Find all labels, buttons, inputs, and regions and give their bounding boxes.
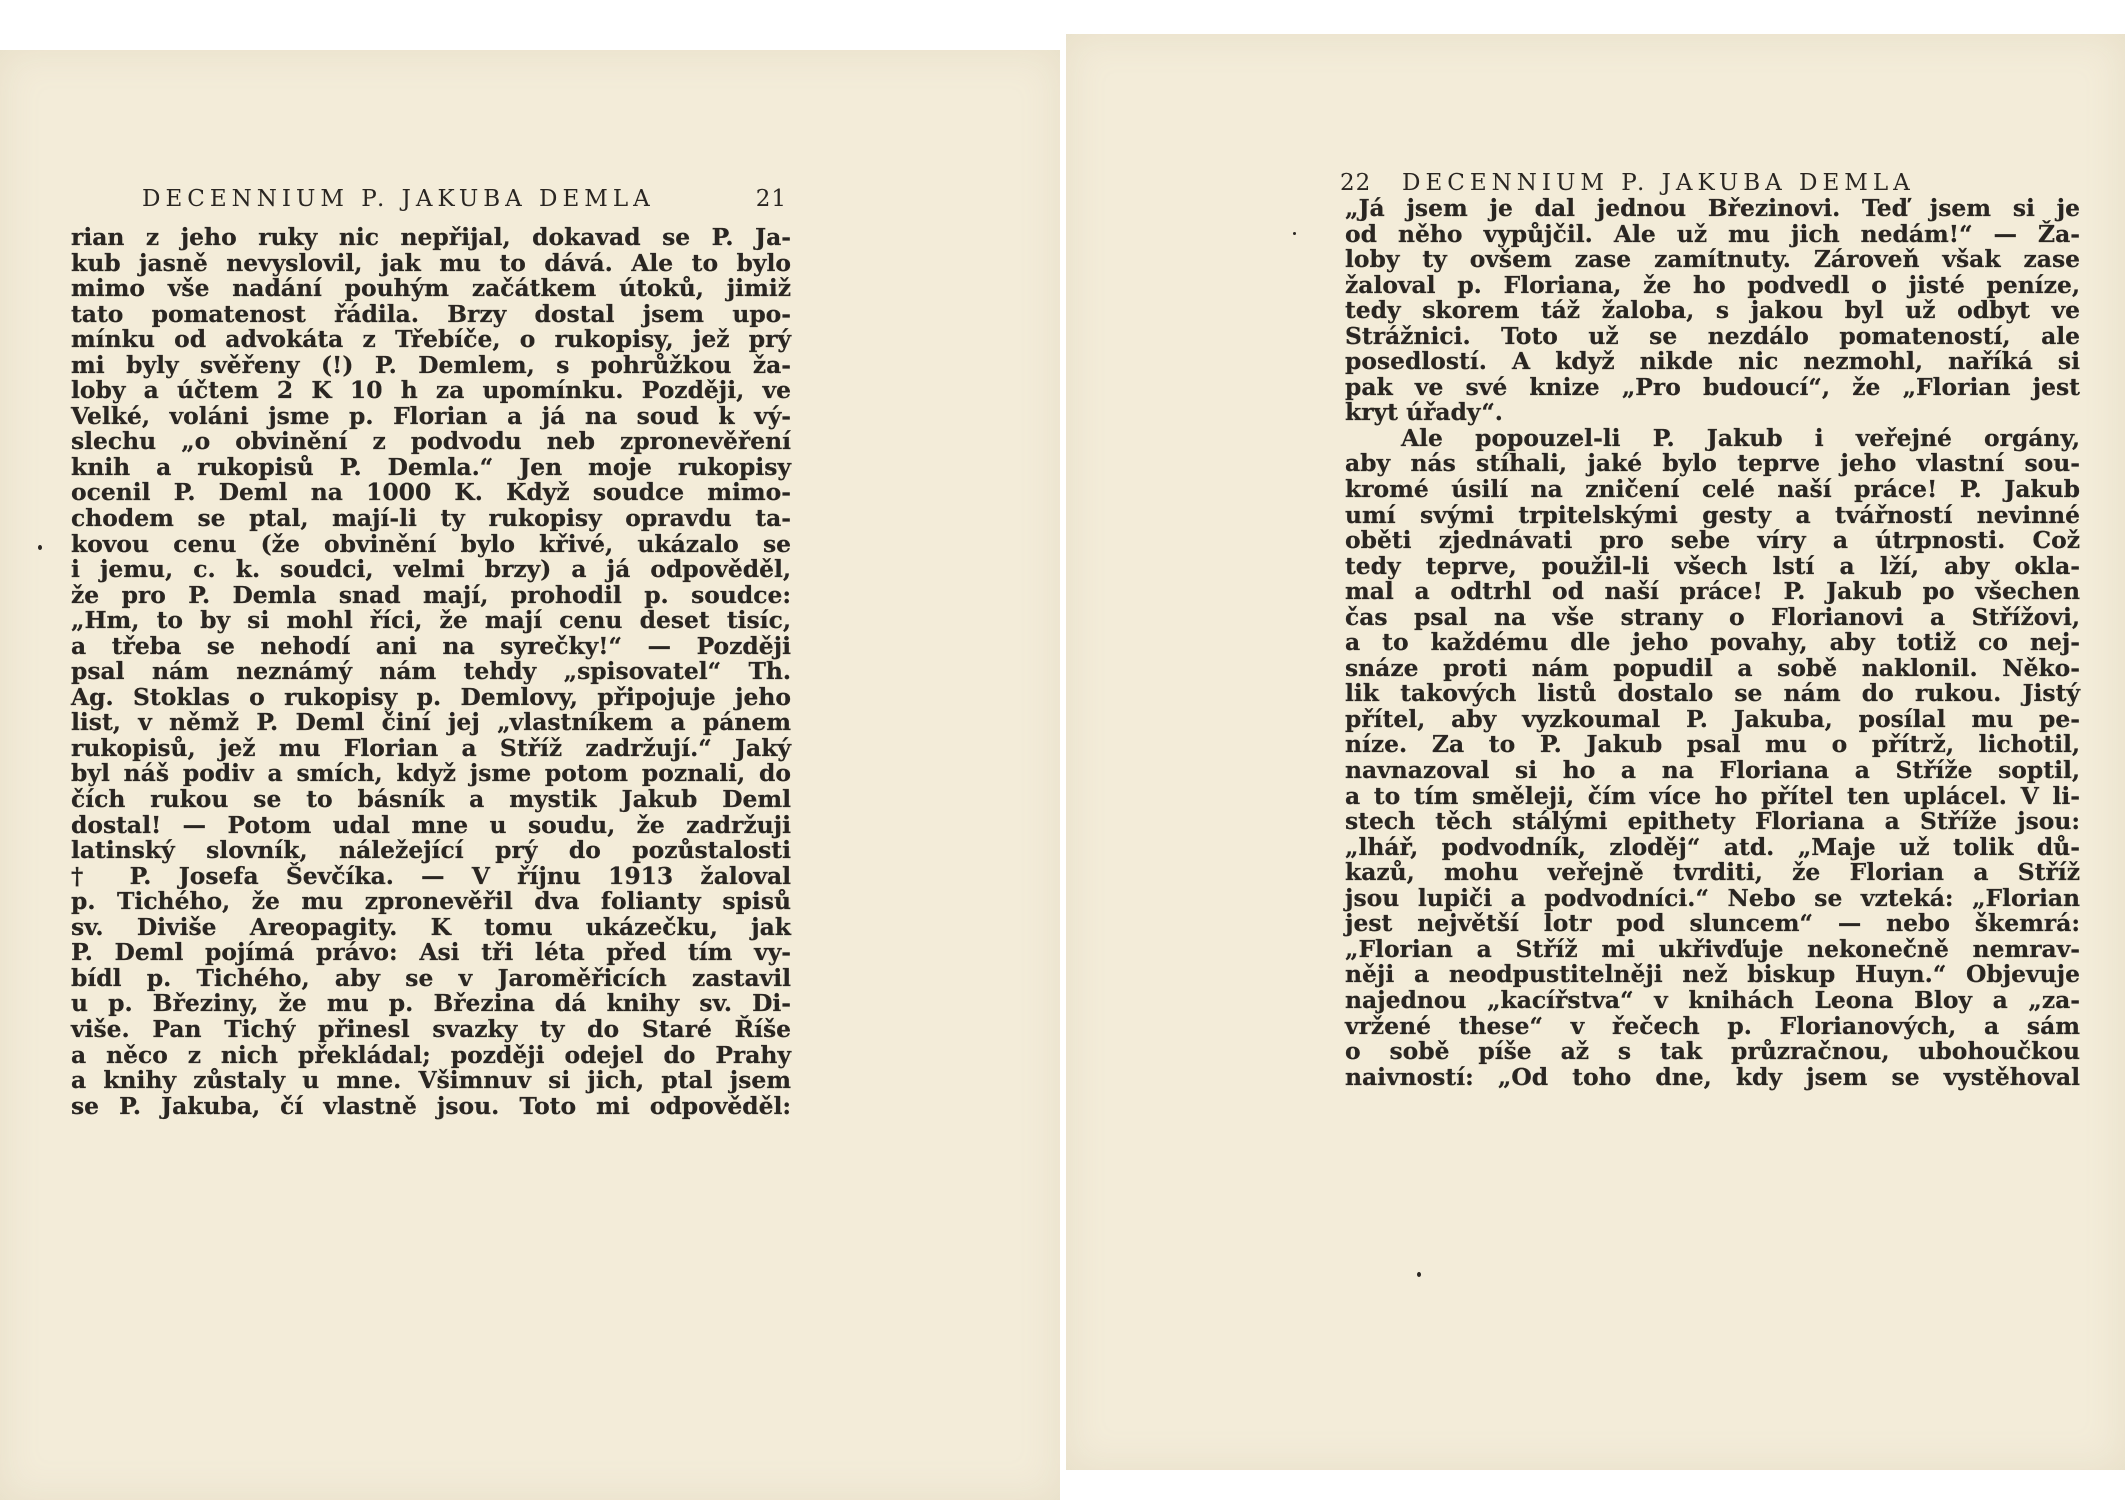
text-line: stech těch stálými epithety Floriana a Stříže jsou:	[1345, 807, 2080, 836]
text-line: kromé úsilí na zničení celé naší práce! P. Jakub	[1345, 475, 2080, 504]
text-line: mimo vše nadání pouhým začátkem útoků, jimiž	[71, 274, 791, 303]
text-line: něji a neodpustitelněji než biskup Huyn.“ Objevuje	[1345, 960, 2080, 989]
text-line: a něco z nich překládal; později odejel do Prahy	[71, 1040, 791, 1069]
text-line: byl náš podiv a smích, když jsme potom poznali, do	[71, 759, 791, 788]
text-line: P. Deml pojímá právo: Asi tři léta před tím vy-	[71, 938, 791, 967]
text-line: loby ty ovšem zase zamítnuty. Zároveň však zase	[1345, 245, 2080, 274]
text-line: snáze proti nám popudil a sobě naklonil. Něko-	[1345, 653, 2080, 682]
text-line: lik takových listů dostalo se nám do rukou. Jistý	[1345, 679, 2080, 708]
left-page-body-text	[71, 225, 791, 1119]
text-line: žaloval p. Floriana, že ho podvedl o jisté peníze,	[1345, 270, 2080, 299]
page-number: 21	[755, 186, 787, 212]
text-line: naivností: „Od toho dne, kdy jsem se vystěhoval	[1345, 1062, 2080, 1091]
text-line: tato pomatenost řádila. Brzy dostal jsem upo-	[71, 299, 791, 328]
text-line: kovou cenu (že obvinění bylo křivé, ukázalo se	[71, 529, 791, 558]
text-line: čas psal na vše strany o Florianovi a Střížovi,	[1345, 602, 2080, 631]
text-line: jsou lupiči a podvodníci.“ Nebo se vzteká: „Florian	[1345, 883, 2080, 912]
text-line: p. Tichého, že mu zpronevěřil dva folianty spisů	[71, 887, 791, 916]
text-line: tedy skorem táž žaloba, s jakou byl už odbyt ve	[1345, 296, 2080, 325]
text-line: vržené these“ v řečech p. Florianových, a sám	[1345, 1011, 2080, 1040]
text-line: „Hm, to by si mohl říci, že mají cenu deset tisíc,	[71, 606, 791, 635]
text-line: že pro P. Demla snad mají, prohodil p. soudce:	[71, 580, 791, 609]
text-line: se P. Jakuba, čí vlastně jsou. Toto mi odpověděl:	[71, 1091, 791, 1120]
text-line: čích rukou se to básník a mystik Jakub Deml	[71, 785, 791, 814]
page-number: 22	[1340, 170, 1372, 196]
text-line: mi byly svěřeny (!) P. Demlem, s pohrůžkou ža-	[71, 350, 791, 379]
text-line: jest největší lotr pod sluncem“ — nebo škemrá:	[1345, 909, 2080, 938]
text-line: Ag. Stoklas o rukopisy p. Demlovy, připojuje jeho	[71, 682, 791, 711]
text-line: „lhář, podvodník, zloděj“ atd. „Maje už tolik dů-	[1345, 832, 2080, 861]
text-line: u p. Březiny, že mu p. Březina dá knihy sv. Di-	[71, 989, 791, 1018]
print-speck	[38, 545, 42, 550]
text-line: sv. Diviše Areopagity. K tomu ukázečku, jak	[71, 912, 791, 941]
text-line: níze. Za to P. Jakub psal mu o přítrž, lichotil,	[1345, 730, 2080, 759]
text-line: bídl p. Tichého, aby se v Jaroměřicích zastavil	[71, 963, 791, 992]
text-line: mal a odtrhl od naší práce! P. Jakub po všechen	[1345, 577, 2080, 606]
text-line: tedy teprve, použil-li všech lstí a lží, aby okla-	[1345, 551, 2080, 580]
text-line: „Florian a Stříž mi ukřivďuje nekonečně nemrav-	[1345, 934, 2080, 963]
right-page-body-text	[1345, 196, 2080, 1090]
text-line: a třeba se nehodí ani na syrečky!“ — Později	[71, 631, 791, 660]
left-page	[0, 50, 1060, 1500]
text-line: kryt úřady“.	[1345, 398, 1503, 427]
text-line: přítel, aby vyzkoumal P. Jakuba, posílal mu pe-	[1345, 704, 2080, 733]
text-line: umí svými trpitelskými gesty a tvářností nevinné	[1345, 500, 2080, 529]
text-line: kazů, mohu veřejně tvrditi, že Florian a Stříž	[1345, 858, 2080, 887]
text-line: a to tím směleji, čím více ho přítel ten uplácel. V li-	[1345, 781, 2080, 810]
text-line: najednou „kacířstva“ v knihách Leona Bloy a „za-	[1345, 985, 2080, 1014]
text-line: aby nás stíhali, jaké bylo teprve jeho vlastní sou-	[1345, 449, 2080, 478]
text-line: list, v němž P. Deml činí jej „vlastníkem a pánem	[71, 708, 791, 737]
text-line: posedlostí. A když nikde nic nezmohl, naříká si	[1345, 347, 2080, 376]
print-speck	[1293, 232, 1296, 235]
text-line: „Já jsem je dal jednou Březinovi. Teď jsem si je	[1345, 194, 2080, 222]
text-line: ocenil P. Deml na 1000 K. Když soudce mimo-	[71, 478, 791, 507]
text-line: oběti zjednávati pro sebe víry a útrpnosti. Což	[1345, 526, 2080, 555]
text-line: o sobě píše až s tak průzračnou, ubohoučkou	[1345, 1037, 2080, 1066]
running-head-title: DECENNIUM P. JAKUBA DEMLA	[1402, 170, 1915, 196]
text-line: od něho vypůjčil. Ale už mu jich nedám!“ — Ža-	[1345, 219, 2080, 248]
running-head-title: DECENNIUM P. JAKUBA DEMLA	[142, 186, 655, 212]
text-line: slechu „o obvinění z podvodu neb zpronevěření	[71, 427, 791, 456]
text-line: i jemu, c. k. soudci, velmi brzy) a já odpověděl,	[71, 555, 791, 584]
text-line: Velké, voláni jsme p. Florian a já na soud k vý-	[71, 401, 791, 430]
text-line: † P. Josefa Ševčíka. — V říjnu 1913 žaloval	[71, 861, 791, 890]
text-line: dostal! — Potom udal mne u soudu, že zadržuji	[71, 810, 791, 839]
text-line: navnazoval si ho a na Floriana a Stříže soptil,	[1345, 756, 2080, 785]
text-line: loby a účtem 2 K 10 h za upomínku. Později, ve	[71, 376, 791, 405]
text-line: pak ve své knize „Pro budoucí“, že „Florian jest	[1345, 372, 2080, 401]
text-line: chodem se ptal, mají-li ty rukopisy opravdu ta-	[71, 504, 791, 533]
text-line: mínku od advokáta z Třebíče, o rukopisy, jež prý	[71, 325, 791, 354]
text-line: rian z jeho ruky nic nepřijal, dokavad se P. Ja-	[71, 223, 791, 251]
text-line: a knihy zůstaly u mne. Všimnuv si jich, ptal jsem	[71, 1066, 791, 1095]
text-line: kub jasně nevyslovil, jak mu to dává. Ale to bylo	[71, 248, 791, 277]
text-line: psal nám neznámý nám tehdy „spisovatel“ Th.	[71, 657, 791, 686]
print-speck	[1417, 1272, 1421, 1277]
right-page	[1066, 34, 2125, 1470]
text-line: rukopisů, jež mu Florian a Stříž zadržují.“ Jaký	[71, 733, 791, 762]
text-line: Ale popouzel-li P. Jakub i veřejné orgány,	[1401, 423, 2080, 452]
text-line: knih a rukopisů P. Demla.“ Jen moje rukopisy	[71, 452, 791, 481]
text-line: a to každému dle jeho povahy, aby totiž co nej-	[1345, 628, 2080, 657]
text-line: više. Pan Tichý přinesl svazky ty do Staré Říše	[71, 1014, 791, 1043]
text-line: Strážnici. Toto už se nezdálo pomateností, ale	[1345, 321, 2080, 350]
text-line: latinský slovník, náležející prý do pozůstalosti	[71, 836, 791, 865]
